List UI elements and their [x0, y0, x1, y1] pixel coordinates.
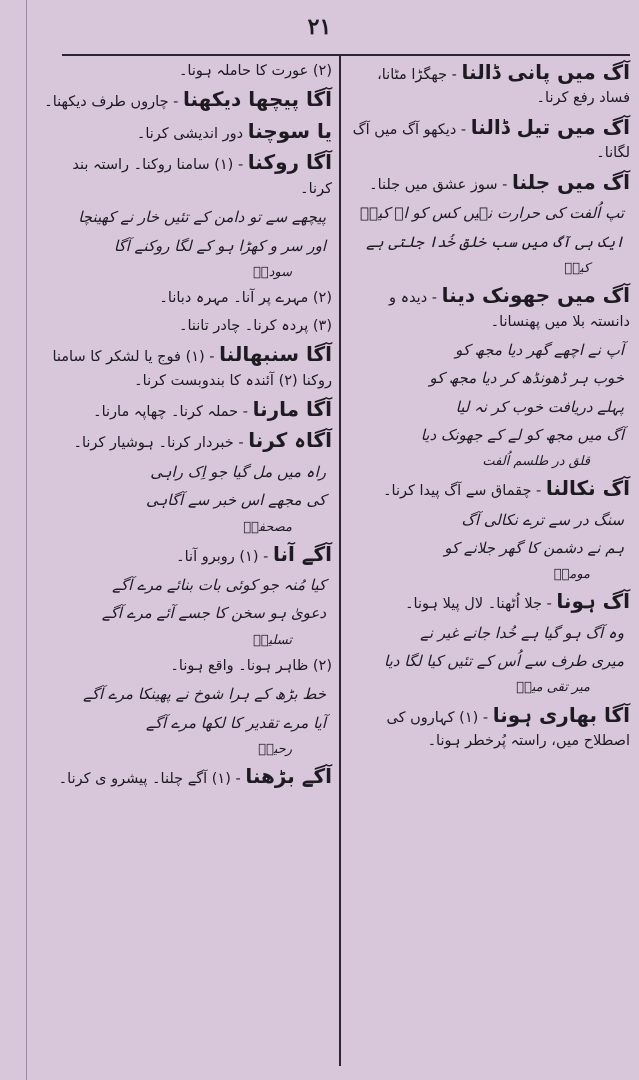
entry-headword: آگے آنا [272, 541, 332, 566]
entry-headword: آگے بڑھنا [245, 763, 332, 788]
entry-headword: آگا روکنا [247, 150, 332, 175]
verse-line: راہ میں مل گیا جو اِک راہی [150, 462, 326, 481]
entry-definition: - (۱) آگے چلنا۔ پیشرو ی کرنا۔ [58, 770, 241, 787]
entry-headword: آگ میں تیل ڈالنا [470, 114, 630, 139]
dictionary-entry [44, 428, 332, 455]
entry-definition: - (۱) فوج یا لشکر کا سامنا روکنا (۲) آئندہ کا بندوبست کرنا۔ [52, 349, 332, 389]
poet-attribution: کیفؔ [564, 261, 590, 277]
poet-attribution: مصحفیؔ [243, 519, 292, 535]
entry-headword: آگا بھاری ہونا [492, 702, 630, 727]
verse-line: آپ نے اچھے گھر دیا مجھ کو [455, 341, 624, 360]
entry-definition: (۲) عورت کا حاملہ ہونا۔ [178, 63, 332, 79]
verse-line: ہم نے دشمن کا گھر جلانے کو [444, 539, 624, 558]
verse-line: دعویٰ ہو سخن کا جسے آئے مرے آگے [101, 604, 326, 623]
poet-attribution: قلق در طلسم اُلفت [482, 454, 590, 470]
dictionary-entry [44, 87, 332, 114]
verse-line: آگ میں مجھ کو لے کے جھونک دیا [420, 425, 624, 444]
entry-headword: آگاہ کرنا [248, 428, 332, 453]
entry-headword: آگ ہونا [556, 589, 630, 614]
entry-headword: آگ میں جھونک دینا [441, 283, 630, 308]
poet-attribution: میر تقی میرؔ [516, 680, 590, 696]
dictionary-entry [44, 119, 332, 146]
entry-definition: - جلا اُٹھنا۔ لال پیلا ہونا۔ [405, 596, 552, 613]
entry-definition: - سوز عشق میں جلنا۔ [369, 176, 508, 193]
dictionary-entry [44, 315, 332, 338]
poet-attribution: تسلیمؔ [252, 632, 292, 648]
entry-definition: - حملہ کرنا۔ چھاپہ مارنا۔ [93, 404, 248, 420]
verse-line: ایک ہی آگ میں سب خلق خُدا جلتی ہے [366, 232, 624, 251]
verse-line: کیا مُنہ جو کوئی بات بنائے مرے آگے [112, 576, 326, 595]
left-column [44, 60, 332, 795]
entry-headword: آگا مارنا [252, 397, 332, 421]
entry-definition: - دیکھو آگ میں آگ لگانا۔ [352, 121, 630, 162]
poet-attribution: مومنؔ [553, 567, 590, 583]
verse-line: آیا مرے تقدیر کا لکھا مرے آگے [146, 713, 326, 732]
dictionary-entry [346, 703, 630, 754]
dictionary-entry [346, 589, 630, 616]
dictionary-entry [44, 655, 332, 678]
verse-line: وہ آگ ہو گیا ہے خُدا جانے غیر نے [420, 623, 624, 642]
verse-line: خوب ہر ڈھونڈھ کر دیا مجھ کو [429, 369, 624, 388]
dictionary-entry [44, 764, 332, 791]
entry-definition: (۲) ظاہر ہونا۔ واقع ہونا۔ [170, 657, 332, 674]
entry-definition: - جھگڑا مٹانا، فساد رفع کرنا۔ [377, 67, 630, 107]
entry-definition: - (۱) سامنا روکنا۔ راستہ بند کرنا۔ [72, 157, 332, 197]
verse-line: پہلے دریافت خوب کر نہ لیا [455, 397, 624, 416]
verse-line: خط بڑھ کے ہرا شوخ نے پھینکا مرے آگے [83, 685, 326, 704]
entry-definition: (۲) مہرے پر آنا۔ مہرہ دبانا۔ [159, 290, 332, 307]
dictionary-entry [346, 60, 630, 111]
entry-definition: - (۱) روبرو آنا۔ [176, 548, 269, 565]
page-margin-line [26, 0, 27, 1080]
dictionary-entry [346, 283, 630, 334]
dictionary-entry [44, 397, 332, 424]
poet-attribution: رحیمؔ [258, 741, 292, 757]
entry-headword: آگ میں جلنا [511, 169, 630, 194]
dictionary-entry [346, 476, 630, 503]
verse-line: اور سر و کھڑا ہو کے لگا روکنے آگا [113, 236, 326, 255]
page-number: ۲۱ [307, 14, 332, 40]
poet-attribution: سوداؔ [253, 265, 292, 281]
dictionary-entry [44, 342, 332, 393]
verse-line: میری طرف سے اُس کے تئیں کیا لگا دیا [384, 652, 624, 671]
entry-definition: - چاروں طرف دیکھنا۔ [44, 94, 179, 111]
verse-line: سنگ در سے ترے نکالی آگ [461, 510, 624, 529]
header-rule [62, 54, 630, 56]
dictionary-entry [346, 170, 630, 197]
entry-definition: - خبردار کرنا۔ ہوشیار کرنا۔ [73, 435, 244, 452]
verse-line: پیچھے سے تو دامن کے تئیں خار نے کھینچا [78, 208, 326, 227]
entry-definition: (۳) پردہ کرنا۔ چادر تاننا۔ [178, 317, 332, 334]
entry-definition: - چقماق سے آگ پیدا کرنا۔ [383, 483, 542, 500]
entry-headword: آگ نکالنا [545, 476, 630, 501]
dictionary-entry [44, 60, 332, 83]
entry-headword: آگا سنبھالنا [219, 342, 332, 367]
entry-definition: دور اندیشی کرنا۔ [136, 125, 244, 142]
entry-definition: - (۱) کہاروں کی اصطلاح میں، راستہ پُرخطر ہونا۔ [386, 709, 630, 749]
verse-line: کی مجھے اس خبر سے آگاہی [146, 491, 326, 510]
dictionary-entry [44, 542, 332, 569]
dictionary-entry [44, 150, 332, 201]
dictionary-entry [346, 115, 630, 166]
entry-headword: آگا پیچھا دیکھنا [182, 87, 332, 112]
dictionary-entry [44, 287, 332, 310]
verse-line: تپ اُلفت کی حرارت نہیں کس کو اے کیفؔ [360, 204, 624, 223]
entry-headword: یا سوچنا [247, 118, 332, 143]
entry-headword: آگ میں پانی ڈالنا [461, 60, 630, 84]
right-column [346, 60, 630, 757]
column-divider [339, 56, 341, 1066]
entry-definition: - دیدہ و دانستہ بلا میں پھنسانا۔ [388, 290, 630, 330]
